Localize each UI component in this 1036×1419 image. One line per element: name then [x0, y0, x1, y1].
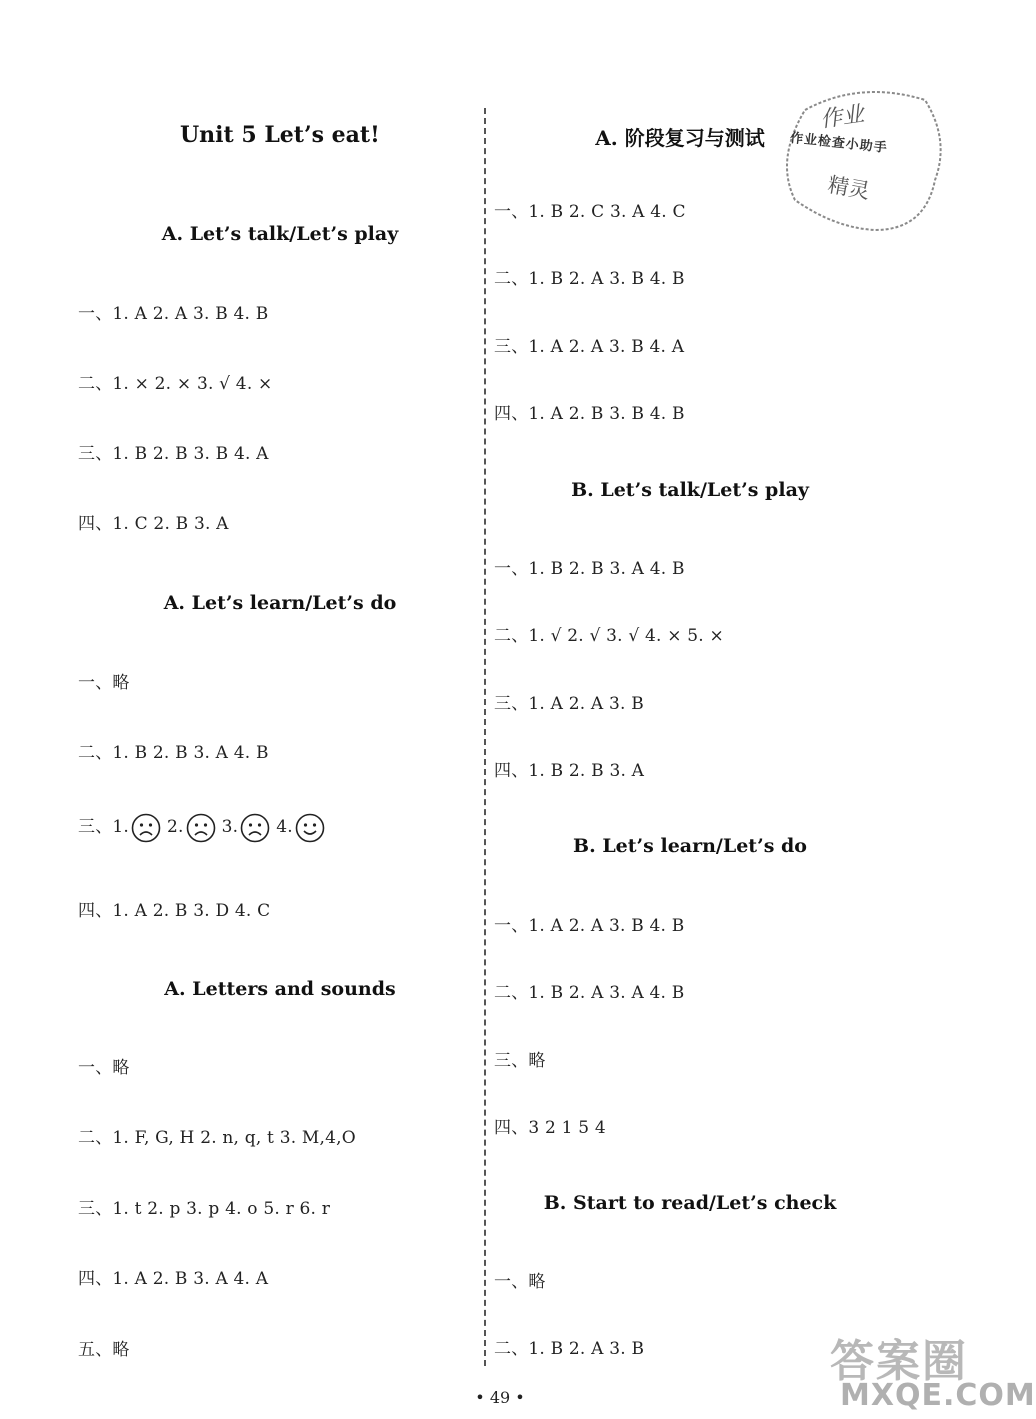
column-divider — [484, 108, 486, 1366]
faces-prefix: 三、1. — [78, 817, 130, 837]
answer-line: 二、1. B 2. B 3. A 4. B — [78, 743, 269, 763]
face-label: 2. — [167, 817, 184, 837]
answer-line: 二、1. B 2. A 3. B — [494, 1339, 645, 1359]
face-label: 4. — [276, 817, 293, 837]
answer-line: 三、1. A 2. A 3. B 4. A — [494, 337, 685, 357]
answer-line: 一、1. B 2. C 3. A 4. C — [494, 202, 686, 222]
face-label: 3. — [221, 817, 239, 837]
answer-line: 三、1. t 2. p 3. p 4. o 5. r 6. r — [78, 1199, 331, 1219]
unit-title: Unit 5 Let’s eat! — [180, 122, 380, 148]
section-heading: A. Letters and sounds — [164, 978, 396, 1000]
answer-line: 三、1. B 2. B 3. B 4. A — [78, 444, 269, 464]
answer-line: 二、1. F, G, H 2. n, q, t 3. M,4,O — [78, 1128, 356, 1148]
section-heading: B. Let’s talk/Let’s play — [571, 479, 809, 501]
answer-line: 二、1. √ 2. √ 3. √ 4. × 5. × — [494, 626, 724, 646]
answer-line: 四、1. A 2. B 3. B 4. B — [494, 404, 685, 424]
faces-answer-line — [78, 812, 331, 843]
section-heading: A. Let’s learn/Let’s do — [163, 592, 397, 614]
answer-line: 三、1. A 2. A 3. B — [494, 694, 644, 714]
sad-face-icon — [131, 813, 161, 843]
answer-line: 一、略 — [78, 673, 130, 693]
answer-line: 五、略 — [78, 1340, 130, 1360]
answer-line: 四、3 2 1 5 4 — [494, 1118, 606, 1138]
stamp-text-top: 作业 — [818, 102, 866, 133]
answer-line: 一、1. B 2. B 3. A 4. B — [494, 559, 685, 579]
stamp-text-bottom: 精灵 — [826, 172, 872, 204]
answer-line: 四、1. B 2. B 3. A — [494, 761, 645, 781]
section-heading: B. Start to read/Let’s check — [543, 1192, 837, 1214]
section-heading: A. Let’s talk/Let’s play — [161, 223, 399, 245]
answer-line: 一、1. A 2. A 3. B 4. B — [78, 304, 269, 324]
section-heading: A. 阶段复习与测试 — [595, 126, 765, 150]
answer-line: 一、略 — [78, 1058, 130, 1078]
watermark-logo: 答案圈 — [830, 1336, 968, 1387]
happy-face-icon — [295, 813, 325, 843]
answer-line: 四、1. A 2. B 3. A 4. A — [78, 1269, 269, 1289]
stamp-text-middle: 作业检查小助手 — [789, 130, 889, 157]
answer-line: 二、1. × 2. × 3. √ 4. × — [78, 374, 273, 394]
sad-face-icon — [186, 813, 216, 843]
answer-line: 一、略 — [494, 1272, 546, 1292]
answer-line: 四、1. C 2. B 3. A — [78, 514, 229, 534]
answer-line: 四、1. A 2. B 3. D 4. C — [78, 901, 271, 921]
answer-line: 二、1. B 2. A 3. B 4. B — [494, 269, 685, 289]
answer-line: 三、略 — [494, 1051, 546, 1071]
watermark-url: MXQE.COM — [840, 1378, 1036, 1413]
answer-line: 一、1. A 2. A 3. B 4. B — [494, 916, 685, 936]
sad-face-icon — [240, 813, 270, 843]
section-heading: B. Let’s learn/Let’s do — [573, 835, 807, 857]
answer-line: 二、1. B 2. A 3. A 4. B — [494, 983, 685, 1003]
page-number: • 49 • — [475, 1388, 525, 1407]
